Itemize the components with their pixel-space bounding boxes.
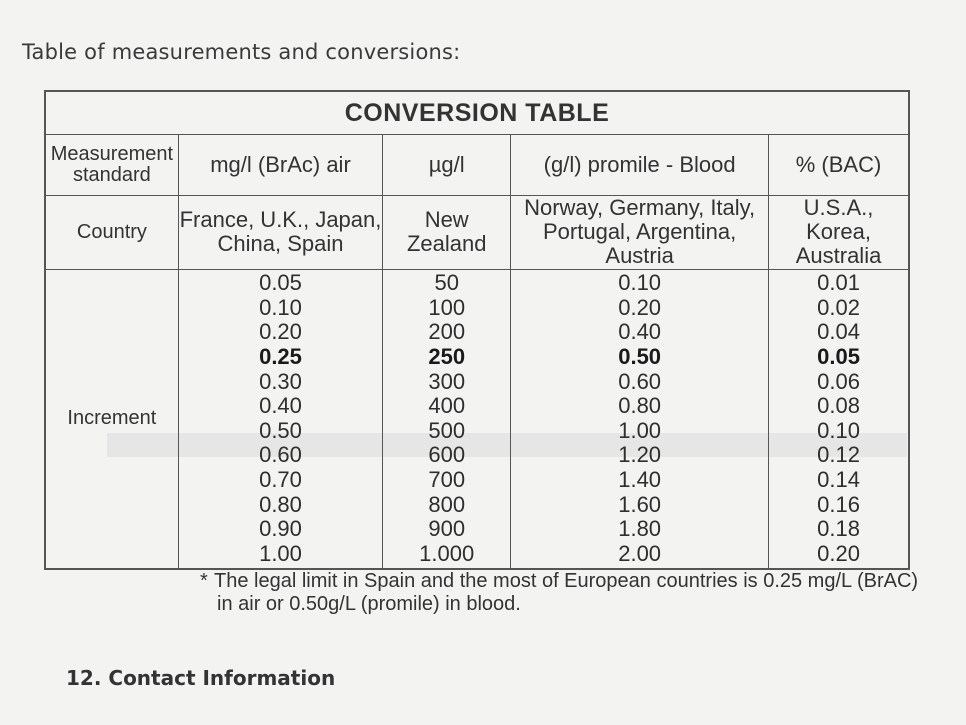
country-cell: Norway, Germany, Italy, Portugal, Argentina, Austria [511,196,769,270]
value-cell: 200 [428,319,466,345]
value-cell: 0.20 [259,319,302,345]
values-column [383,269,511,568]
unit-header: % (BAC) [769,135,909,196]
value-cell: 0.10 [817,417,860,443]
footnote-marker: * [200,570,208,592]
value-cell: 600 [428,442,466,468]
value-cell: 0.20 [618,294,662,320]
intro-text: Table of measurements and conversions: [22,40,461,64]
value-cell: 0.25 [259,344,302,369]
value-cell: 0.90 [259,516,302,542]
value-cell: 50 [434,270,459,296]
value-cell: 0.14 [817,466,860,492]
table-title: CONVERSION TABLE [46,92,909,135]
value-cell: 0.10 [618,270,662,296]
unit-header: µg/l [383,135,511,196]
value-cell: 0.40 [618,319,662,345]
value-cell: 0.30 [259,368,302,394]
value-cell: 0.01 [817,270,860,296]
value-cell: 0.16 [817,491,860,517]
value-cell: 0.10 [259,294,302,320]
value-cell: 0.04 [817,319,860,345]
unit-header: (g/l) promile - Blood [511,135,769,196]
value-cell: 0.60 [259,442,302,468]
value-cell: 1.00 [618,417,662,443]
increment-label: Increment [46,269,179,568]
country-cell: New Zealand [383,196,511,270]
country-label: Country [46,196,179,270]
value-cell: 0.50 [618,344,662,369]
values-column [769,269,909,568]
value-cell: 1.60 [618,491,662,517]
conversion-table [44,90,910,570]
measurement-standard-label: Measurement standard [46,135,179,196]
value-cell: 500 [428,417,466,443]
value-cell: 0.40 [259,393,302,419]
value-cell: 0.08 [817,393,860,419]
country-cell: U.S.A., Korea, Australia [769,196,909,270]
value-cell: 2.00 [618,540,662,566]
value-cell: 0.80 [259,491,302,517]
value-cell: 0.05 [817,344,860,369]
value-cell: 1.00 [259,540,302,566]
value-cell: 800 [428,491,466,517]
value-cell: 0.05 [259,270,302,296]
value-cell: 0.12 [817,442,860,468]
note-line-1: The legal limit in Spain and the most of European countries is 0.25 mg/L (BrAC) [214,570,919,592]
value-cell: 900 [428,516,466,542]
country-cell: France, U.K., Japan, China, Spain [178,196,382,270]
value-cell: 300 [428,368,466,394]
value-cell: 0.70 [259,466,302,492]
value-cell: 1.80 [618,516,662,542]
note-line-2: in air or 0.50g/L (promile) in blood. [217,593,521,615]
value-cell: 1.20 [618,442,662,468]
value-cell: 700 [428,466,466,492]
value-cell: 1.40 [618,466,662,492]
unit-header: mg/l (BrAc) air [178,135,382,196]
value-cell: 400 [428,393,466,419]
value-cell: 0.20 [817,540,860,566]
value-cell: 250 [428,344,466,369]
value-cell: 100 [428,294,466,320]
value-cell: 0.02 [817,294,860,320]
value-cell: 0.80 [618,393,662,419]
section-heading: 12. Contact Information [66,666,336,690]
value-cell: 0.06 [817,368,860,394]
values-column [178,269,382,568]
value-cell: 1.000 [419,540,475,566]
legal-limit-note [200,570,920,616]
values-column [511,269,769,568]
value-cell: 0.60 [618,368,662,394]
value-cell: 0.50 [259,417,302,443]
value-cell: 0.18 [817,516,860,542]
